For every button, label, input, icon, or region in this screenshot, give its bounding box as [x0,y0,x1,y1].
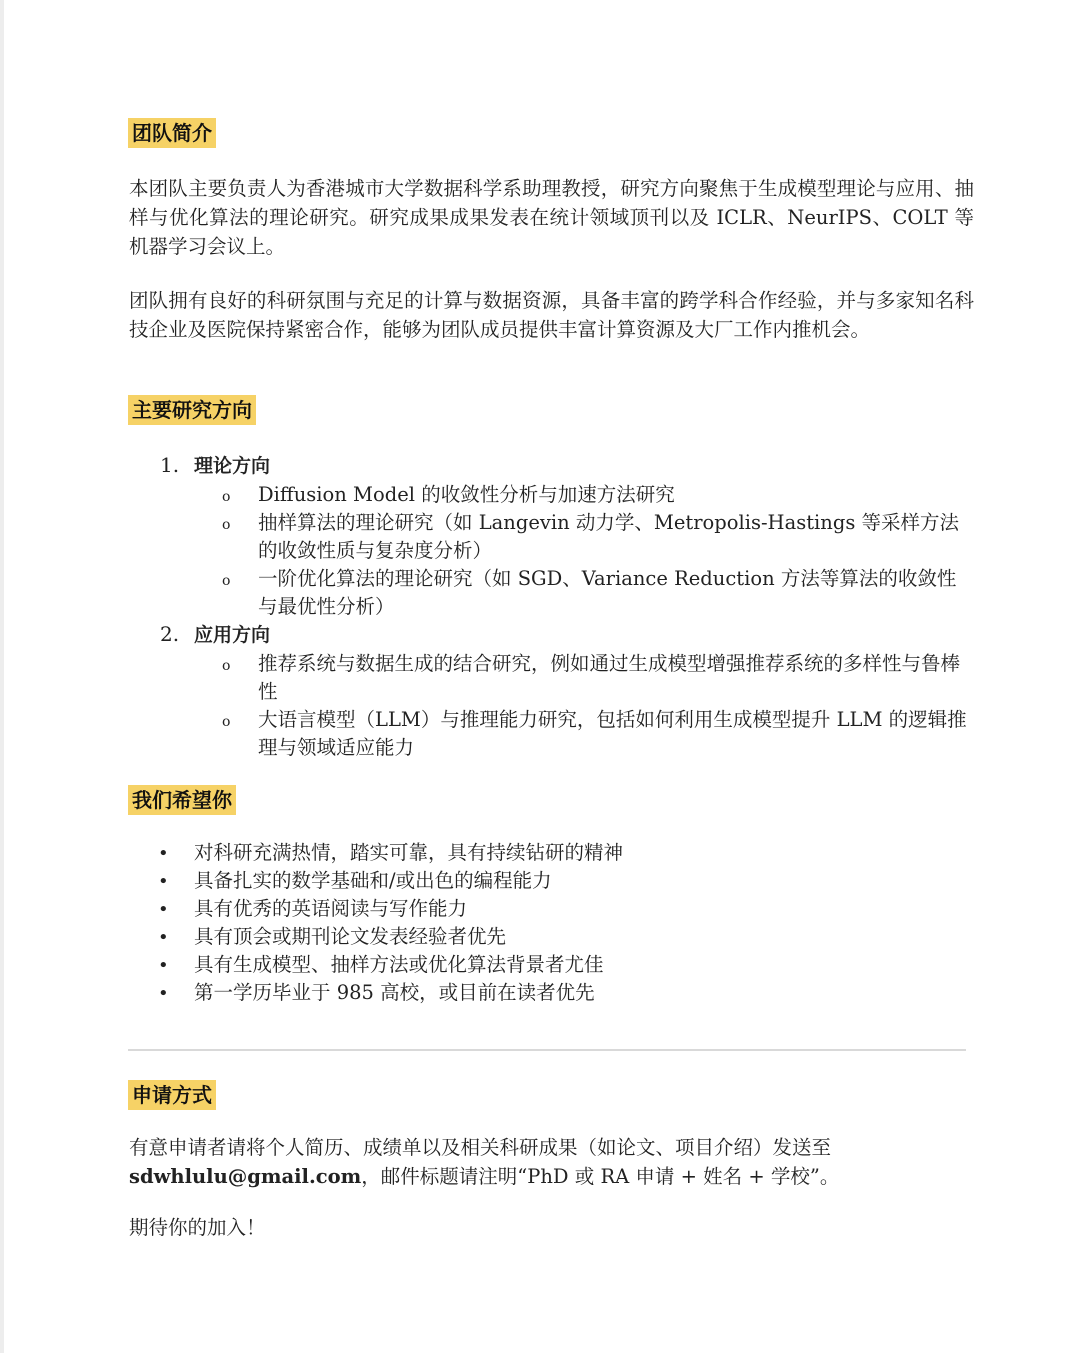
hollow-bullet-icon: o [222,573,231,589]
hollow-bullet-icon: o [222,489,231,505]
research-subitem [222,565,972,621]
expectation-text: 对科研充满热情，踏实可靠，具有持续钻研的精神 [194,841,624,864]
research-item-label: 理论方向 [194,455,271,477]
research-item-application [160,620,270,649]
list-number: 2. [160,622,180,646]
expectation-list-item [158,923,958,952]
research-subitem-text: 推荐系统与数据生成的结合研究，例如通过生成模型增强推荐系统的多样性与鲁棒性 [258,652,961,703]
bullet-icon: • [158,843,169,864]
apply-paragraph [129,1133,974,1191]
research-subitem [222,706,972,762]
section-heading-apply: 申请方式 [128,1080,216,1110]
page-edge [0,0,4,1353]
research-subitem [222,509,972,565]
apply-text-subject: ，邮件标题请注明“PhD 或 RA 申请 + 姓名 + 学校”。 [361,1165,840,1188]
research-subitem-text: 抽样算法的理论研究（如 Langevin 动力学、Metropolis-Hastings 等采样方法的收敛性质与复杂度分析） [258,511,960,562]
expectation-text: 具有生成模型、抽样方法或优化算法背景者尤佳 [194,953,604,976]
research-item-label: 应用方向 [194,624,271,646]
list-number: 1. [160,453,180,477]
expectation-list-item [158,979,958,1008]
section-heading-intro: 团队简介 [128,118,216,148]
expectation-text: 具备扎实的数学基础和/或出色的编程能力 [194,869,552,892]
expectation-list-item [158,951,958,980]
expectation-list-item [158,867,958,896]
expectation-list-item [158,895,958,924]
bullet-icon: • [158,955,169,976]
section-heading-expectations: 我们希望你 [128,785,236,815]
bullet-icon: • [158,871,169,892]
bullet-icon: • [158,983,169,1004]
section-divider [128,1049,966,1051]
research-subitem-text: 大语言模型（LLM）与推理能力研究，包括如何利用生成模型提升 LLM 的逻辑推理与领域适应能力 [258,708,967,759]
expectation-text: 第一学历毕业于 985 高校，或目前在读者优先 [194,981,595,1004]
bullet-icon: • [158,927,169,948]
contact-email-link[interactable]: sdwhlulu@gmail.com [129,1165,362,1188]
section-heading-research: 主要研究方向 [128,395,256,425]
expectation-list-item [158,839,958,868]
apply-text: 有意申请者请将个人简历、成绩单以及相关科研成果（如论文、项目介绍）发送至 [129,1136,832,1159]
expectation-text: 具有顶会或期刊论文发表经验者优先 [194,925,507,948]
intro-paragraph-1: 本团队主要负责人为香港城市大学数据科学系助理教授，研究方向聚焦于生成模型理论与应用、抽样与优化算法的理论研究。研究成果成果发表在统计领域顶刊以及 ICLR、NeurIPS、COLT 等机器学习会议上。 [129,177,974,258]
bullet-icon: • [158,899,169,920]
hollow-bullet-icon: o [222,658,231,674]
research-item-theory [160,451,270,480]
intro-paragraph-2: 团队拥有良好的科研氛围与充足的计算与数据资源，具备丰富的跨学科合作经验，并与多家知名科技企业及医院保持紧密合作，能够为团队成员提供丰富计算资源及大厂工作内推机会。 [129,289,974,341]
research-subitem [222,650,972,706]
research-subitem [222,481,972,509]
closing-text: 期待你的加入！ [129,1216,266,1239]
research-subitem-text: 一阶优化算法的理论研究（如 SGD、Variance Reduction 方法等算法的收敛性与最优性分析） [258,567,957,618]
research-subitem-text: Diffusion Model 的收敛性分析与加速方法研究 [258,483,675,506]
hollow-bullet-icon: o [222,714,231,730]
expectation-text: 具有优秀的英语阅读与写作能力 [194,897,468,920]
hollow-bullet-icon: o [222,517,231,533]
